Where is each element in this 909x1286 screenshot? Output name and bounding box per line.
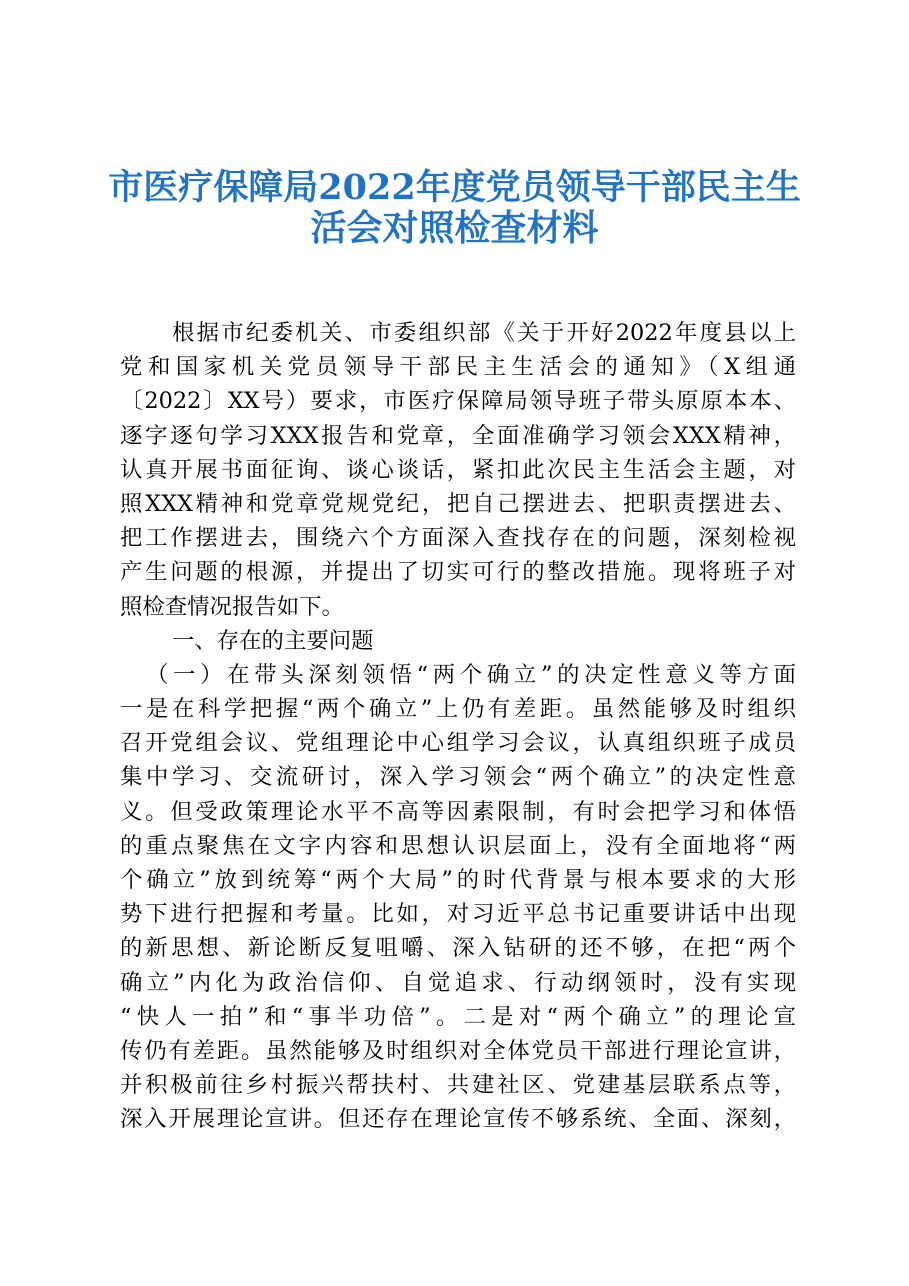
body-line: 义。但受政策理论水平不高等因素限制，有时会把学习和体悟 — [120, 798, 796, 825]
body-line: 把工作摆进去，围绕六个方面深入查找存在的问题，深刻检视 — [120, 525, 796, 552]
body-line: 产生问题的根源，并提出了切实可行的整改措施。现将班子对 — [120, 559, 796, 586]
subsection-heading: （一）在带头深刻领悟“两个确立”的决定性意义等方面 — [146, 661, 796, 688]
body-line: 集中学习、交流研讨，深入学习领会“两个确立”的决定性意 — [120, 764, 796, 791]
document-title-line-1: 市医疗保障局2022年度党员领导干部民主生 — [108, 167, 801, 208]
body-line: 个确立”放到统筹“两个大局”的时代背景与根本要求的大形 — [120, 867, 796, 893]
body-line: 〔2022〕XX号）要求，市医疗保障局领导班子带头原原本本、 — [120, 388, 796, 415]
body-line: 党和国家机关党员领导干部民主生活会的通知》（X组通 — [120, 354, 796, 381]
body-line: 的新思想、新论断反复咀嚼、深入钻研的还不够，在把“两个 — [120, 935, 796, 962]
body-line: “快人一拍”和“事半功倍”。二是对“两个确立”的理论宣 — [120, 1003, 796, 1030]
body-line: 势下进行把握和考量。比如，对习近平总书记重要讲话中出现 — [120, 901, 796, 928]
body-line: 照检查情况报告如下。 — [120, 593, 344, 620]
body-line: 逐字逐句学习XXX报告和党章，全面准确学习领会XXX精神， — [120, 422, 796, 449]
document-body — [120, 316, 796, 1137]
body-line: 一是在科学把握“两个确立”上仍有差距。虽然能够及时组织 — [120, 696, 796, 723]
body-line: 确立”内化为政治信仰、自觉追求、行动纲领时，没有实现 — [120, 969, 796, 996]
section-heading: 一、存在的主要问题 — [172, 627, 374, 654]
body-line: 传仍有差距。虽然能够及时组织对全体党员干部进行理论宣讲， — [120, 1037, 796, 1064]
body-line: 深入开展理论宣讲。但还存在理论宣传不够系统、全面、深刻， — [120, 1106, 796, 1133]
body-line: 并积极前往乡村振兴帮扶村、共建社区、党建基层联系点等， — [120, 1072, 796, 1099]
body-line: 根据市纪委机关、市委组织部《关于开好2022年度县以上 — [172, 320, 796, 346]
document-title-line-2: 活会对照检查材料 — [310, 207, 599, 249]
body-line: 照XXX精神和党章党规党纪，把自己摆进去、把职责摆进去、 — [120, 490, 796, 517]
body-line: 认真开展书面征询、谈心谈话，紧扣此次民主生活会主题，对 — [120, 456, 796, 483]
body-line: 召开党组会议、党组理论中心组学习会议，认真组织班子成员 — [120, 730, 796, 757]
body-line: 的重点聚焦在文字内容和思想认识层面上，没有全面地将“两 — [120, 832, 796, 859]
